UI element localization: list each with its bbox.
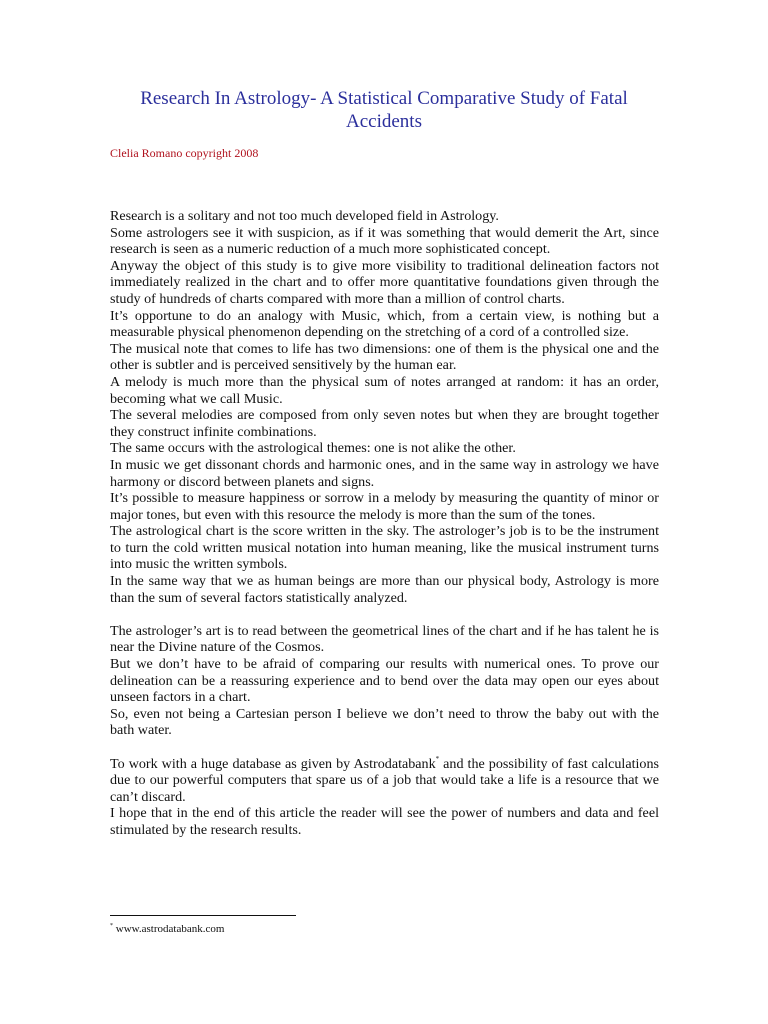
paragraph-lead: To work with a huge database as given by Astrodatabank bbox=[110, 755, 436, 772]
footnote-ref-marker: * bbox=[110, 923, 113, 929]
footnote-marker: * bbox=[435, 754, 440, 763]
paragraph: But we don’t have to be afraid of comparing our results with numerical ones. To prove our delineation can be a reassuring experience and to bend over the data may open our eyes about unseen factors in a chart. bbox=[110, 656, 659, 706]
paragraph: A melody is much more than the physical sum of notes arranged at random: it has an order, becoming what we call Music. bbox=[110, 373, 659, 407]
paragraph: The astrological chart is the score written in the sky. The astrologer’s job is to be the instrument to turn the cold written musical notation into human meaning, like the musical instrument turns into music the written symbols. bbox=[110, 523, 659, 573]
paragraph-spacer bbox=[110, 739, 659, 756]
paragraph: It’s opportune to do an analogy with Music, which, from a certain view, is nothing but a measurable physical phenomenon depending on the stretching of a cord of a controlled size. bbox=[110, 307, 659, 341]
paragraph: The same occurs with the astrological themes: one is not alike the other. bbox=[110, 440, 516, 457]
paragraph: So, even not being a Cartesian person I believe we don’t need to throw the baby out with the bath water. bbox=[110, 705, 659, 739]
paragraph: Research is a solitary and not too much developed field in Astrology. bbox=[110, 208, 499, 224]
paragraph: It’s possible to measure happiness or sorrow in a melody by measuring the quantity of minor or major tones, but even with this resource the melody is more than the sum of the tones. bbox=[110, 490, 659, 523]
paragraph: In the same way that we as human beings are more than our physical body, Astrology is more than the sum of several factors statistically analyzed. bbox=[110, 573, 659, 606]
paragraph-rest: and the possibility of fast calculations due to our powerful computers that spare us of a job that would take a life is a resource that we can’t discard. bbox=[110, 755, 659, 805]
paragraph: The several melodies are composed from only seven notes but when they are brought together they construct infinite combinations. bbox=[110, 407, 659, 440]
footnote-divider bbox=[110, 915, 296, 916]
paragraph: The astrologer’s art is to read between the geometrical lines of the chart and if he has talent he is near the Divine nature of the Cosmos. bbox=[110, 622, 659, 656]
paragraph-spacer bbox=[110, 606, 659, 623]
footnote bbox=[110, 922, 224, 936]
author-byline: Clelia Romano copyright 2008 bbox=[110, 146, 259, 160]
document-title: Research In Astrology- A Statistical Comparative Study of Fatal Accidents bbox=[140, 88, 628, 132]
article-body bbox=[110, 208, 659, 839]
paragraph: In music we get dissonant chords and harmonic ones, and in the same way in astrology we have harmony or discord between planets and signs. bbox=[110, 456, 659, 490]
footnote-link[interactable]: www.astrodatabank.com bbox=[115, 923, 225, 935]
paragraph: The musical note that comes to life has two dimensions: one of them is the physical one and the other is subtler and is perceived sensitively by the human ear. bbox=[110, 340, 659, 374]
paragraph: Anyway the object of this study is to give more visibility to traditional delineation factors not immediately realized in the chart and to offer more quantitative foundations given through the study of hundreds of charts compared with more than a million of control charts. bbox=[110, 257, 659, 307]
paragraph: Some astrologers see it with suspicion, as if it was something that would demerit the Art, since research is seen as a numeric reduction of a much more sophisticated concept. bbox=[110, 224, 659, 258]
paragraph: I hope that in the end of this article the reader will see the power of numbers and data and feel stimulated by the research results. bbox=[110, 805, 659, 838]
paragraph-with-footnote bbox=[110, 756, 659, 806]
